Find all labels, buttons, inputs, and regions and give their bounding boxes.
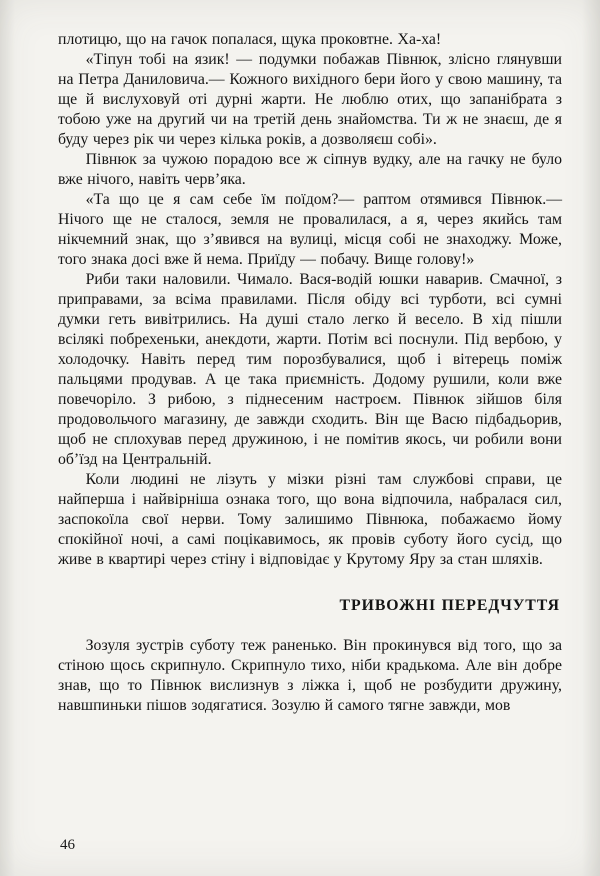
paragraph: Риби таки наловили. Чимало. Вася-водій юшки наварив. Смачної, з приправами, за всіма правилами. Після обіду всі турботи, всі сумні думки геть вивітрились. На душі стало легко й весело. В хід пішли всілякі побрехеньки, анекдоти, жарти. Потім всі поснули. Під вербою, у холодочку. Навіть перед тим порозбувалися, щоб і вітерець поміж пальцями продував. А це така приємність. Додому рушили, коли вже повечоріло. З рибою, з піднесеним настроєм. Півнюк зійшов біля продовольчого магазину, де завжди сходить. Він ще Васю підбадьорив, щоб не сплохував перед дружиною, і не помітив якось, чи робили вони об’їзд на Центральній. [58,271,562,468]
paragraph: плотицю, що на гачок попалася, щука проковтне. Ха-ха! [58,31,442,48]
paragraph: Коли людині не лізуть у мізки різні там службові справи, це найперша і найвірніша ознака того, що вона відпочила, набралася сил, заспокоїла свої нерви. Тому залишимо Півнюка, побажаємо йому спокійної ночі, а самі поцікавимось, як провів суботу його сусід, що живе в квартирі через стіну і відповідає у Крутому Яру за стан шляхів. [58,471,562,568]
paragraph: Зозуля зустрів суботу теж раненько. Він прокинувся від того, що за стіною щось скрипнуло. Скрипнуло тихо, ніби крадькома. Але він добре знав, що то Півнюк вислизнув з ліжка і, щоб не розбудити дружину, навшпиньки пішов зодягатися. Зозулю й самого тягне завжди, мов [58,637,562,714]
paragraph: «Тіпун тобі на язик! — подумки побажав Півнюк, злісно глянувши на Петра Даниловича.— Кожного вихідного бери його у свою машину, та ще й вислуховуй оті дурні жарти. Не люблю отих, що запанібрата з тобою уже на другий чи на третій день знайомства. Ти ж не знаєш, де я буду через рік чи через кілька років, а дозволяєш собі». [58,51,562,148]
page-text [58,30,562,716]
paragraph: «Та що це я сам себе їм поїдом?— раптом отямився Півнюк.— Нічого ще не сталося, земля не провалилася, а я, через якийсь там нікчемний знак, що з’явився на вулиці, місця собі не знаходжу. Може, того знака досі вже й нема. Приїду — побачу. Вище голову!» [58,191,562,268]
section-heading: ТРИВОЖНІ ПЕРЕДЧУТТЯ [339,597,560,614]
page-number: 46 [60,837,75,853]
paragraph: Півнюк за чужою порадою все ж сіпнув вудку, але на гачку не було вже нічого, навіть черв’яка. [58,151,562,188]
